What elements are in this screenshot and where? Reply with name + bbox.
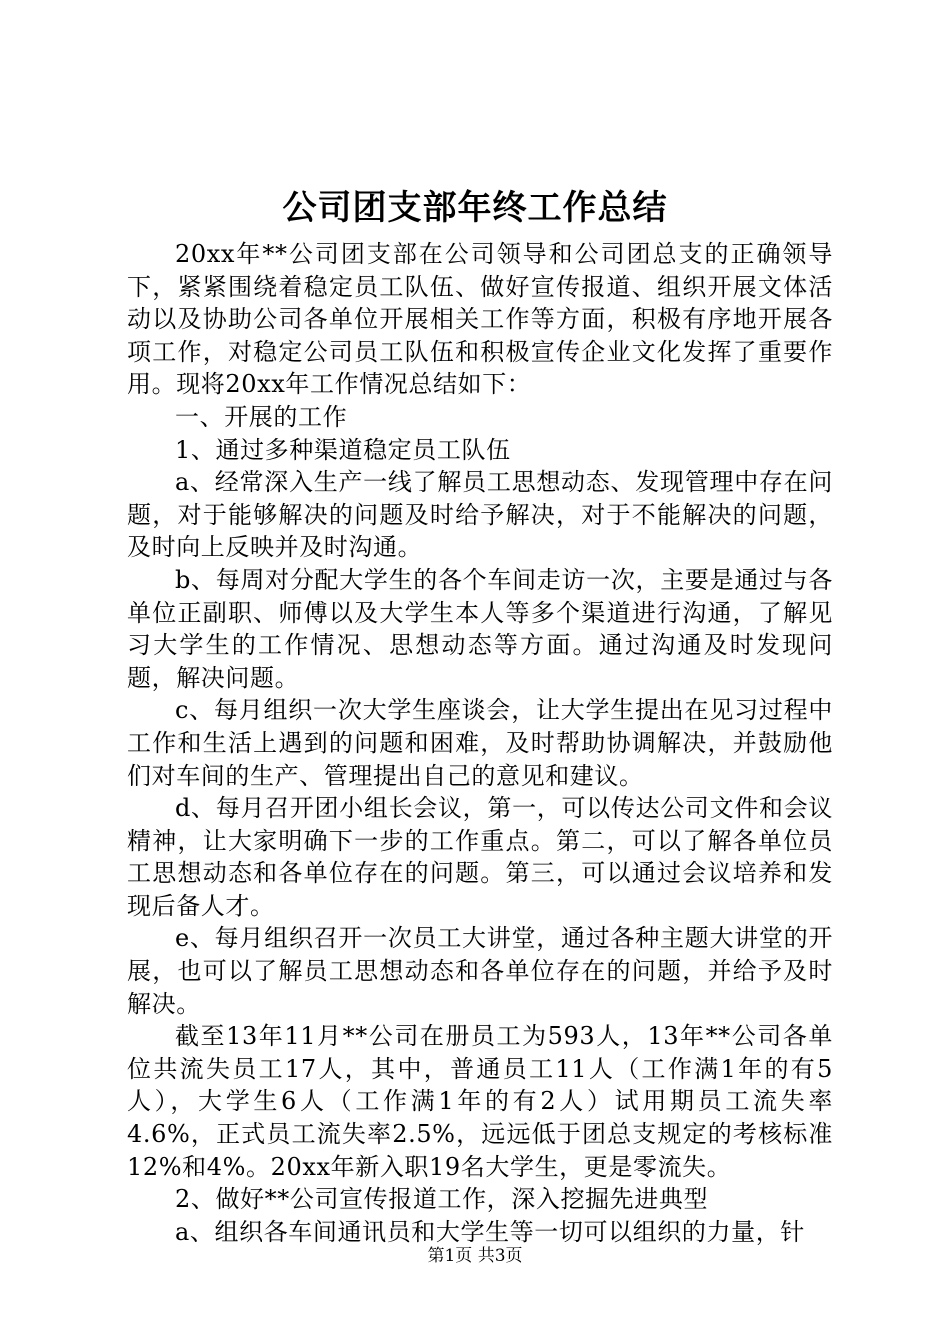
subsection-heading-1: 1、通过多种渠道稳定员工队伍 xyxy=(175,435,511,464)
document-body xyxy=(127,238,833,1248)
paragraph-c: c、每月组织一次大学生座谈会，让大学生提出在见习过程中工作和生活上遇到的问题和困难，及时帮助协调解决，并鼓励他们对车间的生产、管理提出自己的意见和建议。 xyxy=(127,696,833,790)
page-footer: 第1页 共3页 xyxy=(427,1246,523,1266)
subsection-heading-2: 2、做好**公司宣传报道工作，深入挖掘先进典型 xyxy=(175,1185,709,1214)
intro-paragraph: 20xx年**公司团支部在公司领导和公司团总支的正确领导下，紧紧围绕着稳定员工队伍、做好宣传报道、组织开展文体活动以及协助公司各单位开展相关工作等方面，积极有序地开展各项工作，对稳定公司员工队伍和积极宣传企业文化发挥了重要作用。现将20xx年工作情况总结如下： xyxy=(127,240,833,399)
paragraph-d: d、每月召开团小组长会议，第一，可以传达公司文件和会议精神，让大家明确下一步的工作重点。第二，可以了解各单位员工思想动态和各单位存在的问题。第三，可以通过会议培养和发现后备人才。 xyxy=(127,794,833,920)
paragraph-e: e、每月组织召开一次员工大讲堂，通过各种主题大讲堂的开展，也可以了解员工思想动态和各单位存在的问题，并给予及时解决。 xyxy=(127,924,833,1018)
paragraph-statistics: 截至13年11月**公司在册员工为593人，13年**公司各单位共流失员工17人，其中，普通员工11人（工作满1年的有5人），大学生6人（工作满1年的有2人）试用期员工流失率4.6%，正式员工流失率2.5%，远远低于团总支规定的考核标准12%和4%。20xx年新入职19名大学生，更是零流失。 xyxy=(127,1022,833,1181)
document-title: 公司团支部年终工作总结 xyxy=(282,188,668,228)
paragraph-b: b、每周对分配大学生的各个车间走访一次，主要是通过与各单位正副职、师傅以及大学生本人等多个渠道进行沟通，了解见习大学生的工作情况、思想动态等方面。通过沟通及时发现问题，解决问题。 xyxy=(127,565,833,692)
paragraph-2a: a、组织各车间通讯员和大学生等一切可以组织的力量，针 xyxy=(175,1217,805,1246)
section-heading-work: 一、开展的工作 xyxy=(175,402,348,431)
paragraph-a: a、经常深入生产一线了解员工思想动态、发现管理中存在问题，对于能够解决的问题及时给予解决，对于不能解决的问题，及时向上反映并及时沟通。 xyxy=(127,468,833,562)
